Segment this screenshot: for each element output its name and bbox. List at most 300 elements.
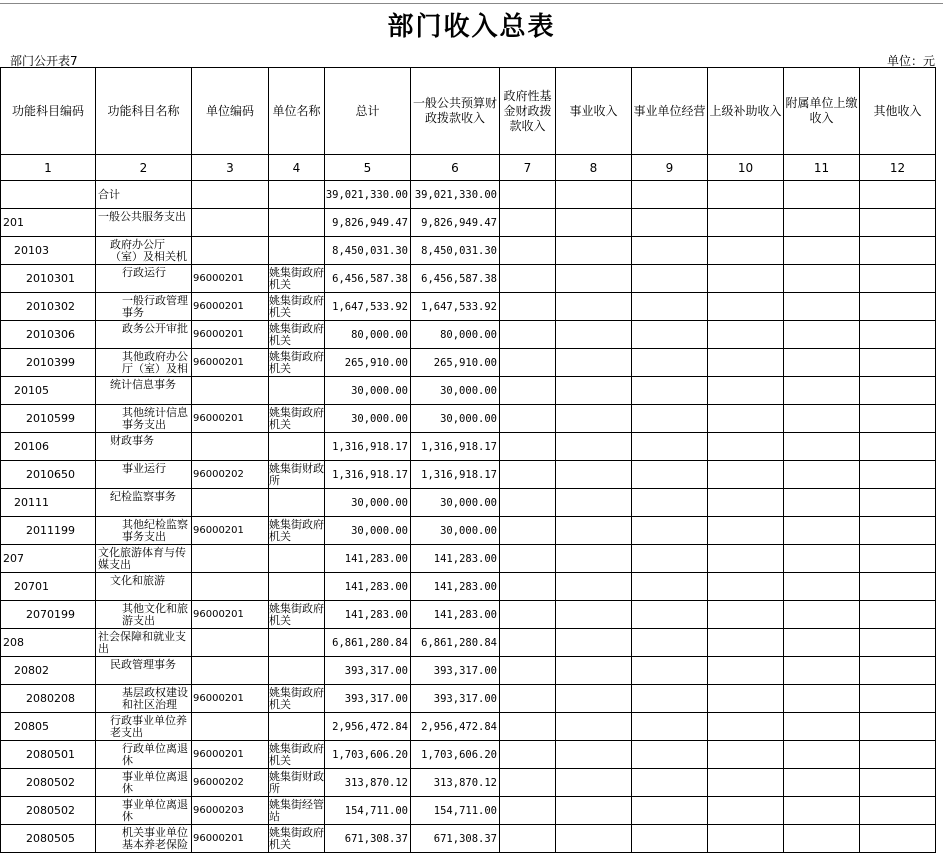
other-income-cell[interactable] — [860, 433, 936, 461]
operation-income-cell[interactable] — [632, 545, 708, 573]
subsidy-cell[interactable] — [708, 769, 784, 797]
function-code-cell[interactable]: 2010599 — [1, 405, 96, 433]
business-income-cell[interactable] — [556, 377, 632, 405]
other-income-cell[interactable] — [860, 265, 936, 293]
unit-name-cell[interactable] — [269, 237, 325, 265]
business-income-cell[interactable] — [556, 601, 632, 629]
subsidy-cell[interactable] — [708, 573, 784, 601]
total-cell[interactable]: 141,283.00 — [325, 573, 411, 601]
unit-code-cell[interactable]: 96000202 — [192, 769, 269, 797]
affiliate-cell[interactable] — [784, 825, 860, 853]
other-income-cell[interactable] — [860, 181, 936, 209]
other-income-cell[interactable] — [860, 349, 936, 377]
function-code-cell[interactable]: 208 — [1, 629, 96, 657]
unit-name-cell[interactable]: 姚集街经管站 — [269, 798, 324, 823]
business-income-cell[interactable] — [556, 265, 632, 293]
total-cell[interactable]: 1,316,918.17 — [325, 433, 411, 461]
affiliate-cell[interactable] — [784, 601, 860, 629]
fund-cell[interactable] — [500, 237, 556, 265]
unit-code-cell[interactable]: 96000202 — [192, 461, 269, 489]
affiliate-cell[interactable] — [784, 181, 860, 209]
general-budget-cell[interactable]: 313,870.12 — [411, 769, 500, 797]
total-cell[interactable]: 393,317.00 — [325, 685, 411, 713]
unit-name-cell[interactable]: 姚集街政府机关 — [269, 518, 324, 543]
general-budget-cell[interactable]: 1,316,918.17 — [411, 461, 500, 489]
unit-name-cell[interactable]: 姚集街政府机关 — [269, 350, 324, 375]
other-income-cell[interactable] — [860, 517, 936, 545]
unit-name-cell[interactable]: 姚集街政府机关 — [269, 742, 324, 767]
unit-code-cell[interactable] — [192, 433, 269, 461]
other-income-cell[interactable] — [860, 825, 936, 853]
function-code-cell[interactable]: 2080501 — [1, 741, 96, 769]
general-budget-cell[interactable]: 1,647,533.92 — [411, 293, 500, 321]
affiliate-cell[interactable] — [784, 517, 860, 545]
business-income-cell[interactable] — [556, 209, 632, 237]
fund-cell[interactable] — [500, 545, 556, 573]
function-code-cell[interactable]: 20701 — [1, 573, 96, 601]
function-code-cell[interactable]: 2080502 — [1, 769, 96, 797]
function-name-cell[interactable]: 事业运行 — [96, 461, 192, 489]
business-income-cell[interactable] — [556, 461, 632, 489]
col-header[interactable]: 单位编码 — [192, 68, 269, 155]
affiliate-cell[interactable] — [784, 769, 860, 797]
affiliate-cell[interactable] — [784, 685, 860, 713]
unit-code-cell[interactable] — [192, 181, 269, 209]
fund-cell[interactable] — [500, 293, 556, 321]
subsidy-cell[interactable] — [708, 741, 784, 769]
unit-code-cell[interactable]: 96000201 — [192, 517, 269, 545]
column-number[interactable]: 4 — [269, 155, 325, 181]
function-code-cell[interactable]: 20105 — [1, 377, 96, 405]
unit-name-cell[interactable]: 姚集街政府机关 — [269, 266, 324, 291]
fund-cell[interactable] — [500, 209, 556, 237]
operation-income-cell[interactable] — [632, 685, 708, 713]
function-code-cell[interactable]: 20106 — [1, 433, 96, 461]
unit-name-cell[interactable]: 姚集街财政所 — [269, 462, 324, 487]
affiliate-cell[interactable] — [784, 657, 860, 685]
column-number[interactable]: 11 — [784, 155, 860, 181]
business-income-cell[interactable] — [556, 293, 632, 321]
function-name-cell[interactable]: 一般公共服务支出 — [96, 209, 192, 237]
general-budget-cell[interactable]: 2,956,472.84 — [411, 713, 500, 741]
operation-income-cell[interactable] — [632, 461, 708, 489]
fund-cell[interactable] — [500, 321, 556, 349]
business-income-cell[interactable] — [556, 237, 632, 265]
unit-code-cell[interactable]: 96000201 — [192, 265, 269, 293]
business-income-cell[interactable] — [556, 517, 632, 545]
affiliate-cell[interactable] — [784, 433, 860, 461]
unit-name-cell[interactable] — [269, 377, 325, 405]
function-code-cell[interactable] — [1, 181, 96, 209]
unit-name-cell[interactable]: 姚集街政府机关 — [269, 322, 324, 347]
affiliate-cell[interactable] — [784, 209, 860, 237]
other-income-cell[interactable] — [860, 545, 936, 573]
operation-income-cell[interactable] — [632, 377, 708, 405]
column-number[interactable]: 2 — [96, 155, 192, 181]
business-income-cell[interactable] — [556, 545, 632, 573]
total-cell[interactable]: 313,870.12 — [325, 769, 411, 797]
operation-income-cell[interactable] — [632, 769, 708, 797]
unit-code-cell[interactable] — [192, 377, 269, 405]
general-budget-cell[interactable]: 393,317.00 — [411, 657, 500, 685]
function-code-cell[interactable]: 2080505 — [1, 825, 96, 853]
subsidy-cell[interactable] — [708, 629, 784, 657]
general-budget-cell[interactable]: 393,317.00 — [411, 685, 500, 713]
unit-code-cell[interactable] — [192, 237, 269, 265]
function-code-cell[interactable]: 20111 — [1, 489, 96, 517]
subsidy-cell[interactable] — [708, 517, 784, 545]
fund-cell[interactable] — [500, 517, 556, 545]
operation-income-cell[interactable] — [632, 741, 708, 769]
other-income-cell[interactable] — [860, 769, 936, 797]
other-income-cell[interactable] — [860, 461, 936, 489]
function-name-cell[interactable]: 其他文化和旅游支出 — [96, 601, 192, 629]
operation-income-cell[interactable] — [632, 825, 708, 853]
subsidy-cell[interactable] — [708, 489, 784, 517]
operation-income-cell[interactable] — [632, 181, 708, 209]
function-code-cell[interactable]: 2011199 — [1, 517, 96, 545]
affiliate-cell[interactable] — [784, 321, 860, 349]
total-cell[interactable]: 6,456,587.38 — [325, 265, 411, 293]
fund-cell[interactable] — [500, 769, 556, 797]
other-income-cell[interactable] — [860, 797, 936, 825]
affiliate-cell[interactable] — [784, 461, 860, 489]
total-cell[interactable]: 30,000.00 — [325, 377, 411, 405]
business-income-cell[interactable] — [556, 657, 632, 685]
unit-name-cell[interactable]: 姚集街政府机关 — [269, 826, 324, 851]
column-number[interactable]: 1 — [1, 155, 96, 181]
affiliate-cell[interactable] — [784, 797, 860, 825]
function-name-cell[interactable]: 行政单位离退休 — [96, 741, 192, 769]
unit-code-cell[interactable]: 96000201 — [192, 293, 269, 321]
unit-code-cell[interactable]: 96000201 — [192, 405, 269, 433]
function-name-cell[interactable]: 社会保障和就业支出 — [96, 629, 192, 657]
subsidy-cell[interactable] — [708, 713, 784, 741]
operation-income-cell[interactable] — [632, 489, 708, 517]
fund-cell[interactable] — [500, 797, 556, 825]
subsidy-cell[interactable] — [708, 685, 784, 713]
col-header[interactable]: 事业收入 — [556, 68, 632, 155]
total-cell[interactable]: 671,308.37 — [325, 825, 411, 853]
other-income-cell[interactable] — [860, 209, 936, 237]
general-budget-cell[interactable]: 141,283.00 — [411, 601, 500, 629]
unit-code-cell[interactable] — [192, 657, 269, 685]
subsidy-cell[interactable] — [708, 265, 784, 293]
unit-name-cell[interactable]: 姚集街政府机关 — [269, 294, 324, 319]
general-budget-cell[interactable]: 1,316,918.17 — [411, 433, 500, 461]
subsidy-cell[interactable] — [708, 377, 784, 405]
function-name-cell[interactable]: 行政运行 — [96, 265, 192, 293]
function-name-cell[interactable]: 财政事务 — [96, 433, 192, 461]
subsidy-cell[interactable] — [708, 433, 784, 461]
subsidy-cell[interactable] — [708, 237, 784, 265]
function-name-cell[interactable]: 民政管理事务 — [96, 657, 192, 685]
operation-income-cell[interactable] — [632, 405, 708, 433]
subsidy-cell[interactable] — [708, 293, 784, 321]
fund-cell[interactable] — [500, 349, 556, 377]
unit-code-cell[interactable]: 96000201 — [192, 321, 269, 349]
col-header[interactable]: 功能科目名称 — [96, 68, 192, 155]
unit-code-cell[interactable]: 96000201 — [192, 349, 269, 377]
function-name-cell[interactable]: 事业单位离退休 — [96, 797, 192, 825]
operation-income-cell[interactable] — [632, 657, 708, 685]
business-income-cell[interactable] — [556, 713, 632, 741]
subsidy-cell[interactable] — [708, 181, 784, 209]
total-cell[interactable]: 141,283.00 — [325, 601, 411, 629]
function-name-cell[interactable]: 其他统计信息事务支出 — [96, 405, 192, 433]
total-cell[interactable]: 265,910.00 — [325, 349, 411, 377]
function-code-cell[interactable]: 2010650 — [1, 461, 96, 489]
unit-name-cell[interactable]: 姚集街政府机关 — [269, 602, 324, 627]
subsidy-cell[interactable] — [708, 601, 784, 629]
affiliate-cell[interactable] — [784, 545, 860, 573]
unit-name-cell[interactable] — [269, 489, 325, 517]
total-cell[interactable]: 30,000.00 — [325, 517, 411, 545]
total-cell[interactable]: 393,317.00 — [325, 657, 411, 685]
function-code-cell[interactable]: 20103 — [1, 237, 96, 265]
general-budget-cell[interactable]: 30,000.00 — [411, 377, 500, 405]
fund-cell[interactable] — [500, 461, 556, 489]
fund-cell[interactable] — [500, 657, 556, 685]
unit-name-cell[interactable]: 姚集街政府机关 — [269, 406, 324, 431]
operation-income-cell[interactable] — [632, 601, 708, 629]
fund-cell[interactable] — [500, 573, 556, 601]
general-budget-cell[interactable]: 39,021,330.00 — [411, 181, 500, 209]
function-code-cell[interactable]: 2070199 — [1, 601, 96, 629]
function-code-cell[interactable]: 201 — [1, 209, 96, 237]
col-header[interactable]: 单位名称 — [269, 68, 325, 155]
unit-name-cell[interactable] — [269, 209, 325, 237]
column-number[interactable]: 6 — [411, 155, 500, 181]
affiliate-cell[interactable] — [784, 713, 860, 741]
business-income-cell[interactable] — [556, 181, 632, 209]
function-name-cell[interactable]: 机关事业单位基本养老保险 — [96, 825, 192, 853]
unit-code-cell[interactable]: 96000201 — [192, 601, 269, 629]
fund-cell[interactable] — [500, 713, 556, 741]
subsidy-cell[interactable] — [708, 321, 784, 349]
function-name-cell[interactable]: 其他纪检监察事务支出 — [96, 517, 192, 545]
subsidy-cell[interactable] — [708, 209, 784, 237]
fund-cell[interactable] — [500, 685, 556, 713]
other-income-cell[interactable] — [860, 405, 936, 433]
operation-income-cell[interactable] — [632, 349, 708, 377]
general-budget-cell[interactable]: 30,000.00 — [411, 489, 500, 517]
subsidy-cell[interactable] — [708, 825, 784, 853]
function-name-cell[interactable]: 政务公开审批 — [96, 321, 192, 349]
col-header[interactable]: 功能科目编码 — [1, 68, 96, 155]
operation-income-cell[interactable] — [632, 293, 708, 321]
unit-name-cell[interactable] — [269, 657, 325, 685]
other-income-cell[interactable] — [860, 293, 936, 321]
operation-income-cell[interactable] — [632, 433, 708, 461]
other-income-cell[interactable] — [860, 685, 936, 713]
unit-code-cell[interactable] — [192, 573, 269, 601]
affiliate-cell[interactable] — [784, 349, 860, 377]
business-income-cell[interactable] — [556, 489, 632, 517]
operation-income-cell[interactable] — [632, 797, 708, 825]
general-budget-cell[interactable]: 1,703,606.20 — [411, 741, 500, 769]
general-budget-cell[interactable]: 80,000.00 — [411, 321, 500, 349]
function-name-cell[interactable]: 文化旅游体育与传媒支出 — [96, 545, 192, 573]
general-budget-cell[interactable]: 141,283.00 — [411, 573, 500, 601]
fund-cell[interactable] — [500, 181, 556, 209]
business-income-cell[interactable] — [556, 741, 632, 769]
unit-name-cell[interactable] — [269, 629, 325, 657]
col-header[interactable]: 事业单位经营 — [632, 68, 708, 155]
general-budget-cell[interactable]: 141,283.00 — [411, 545, 500, 573]
subsidy-cell[interactable] — [708, 405, 784, 433]
unit-code-cell[interactable]: 96000201 — [192, 741, 269, 769]
fund-cell[interactable] — [500, 601, 556, 629]
other-income-cell[interactable] — [860, 657, 936, 685]
general-budget-cell[interactable]: 9,826,949.47 — [411, 209, 500, 237]
subsidy-cell[interactable] — [708, 657, 784, 685]
unit-name-cell[interactable] — [269, 433, 325, 461]
column-number[interactable]: 8 — [556, 155, 632, 181]
total-cell[interactable]: 30,000.00 — [325, 405, 411, 433]
function-name-cell[interactable]: 一般行政管理事务 — [96, 293, 192, 321]
unit-code-cell[interactable] — [192, 545, 269, 573]
function-code-cell[interactable]: 2080502 — [1, 797, 96, 825]
affiliate-cell[interactable] — [784, 293, 860, 321]
unit-code-cell[interactable]: 96000203 — [192, 797, 269, 825]
general-budget-cell[interactable]: 6,861,280.84 — [411, 629, 500, 657]
other-income-cell[interactable] — [860, 489, 936, 517]
general-budget-cell[interactable]: 265,910.00 — [411, 349, 500, 377]
function-code-cell[interactable]: 2010301 — [1, 265, 96, 293]
affiliate-cell[interactable] — [784, 741, 860, 769]
function-code-cell[interactable]: 20805 — [1, 713, 96, 741]
col-header[interactable]: 总计 — [325, 68, 411, 155]
col-header[interactable]: 上级补助收入 — [708, 68, 784, 155]
other-income-cell[interactable] — [860, 237, 936, 265]
general-budget-cell[interactable]: 30,000.00 — [411, 517, 500, 545]
general-budget-cell[interactable]: 8,450,031.30 — [411, 237, 500, 265]
affiliate-cell[interactable] — [784, 629, 860, 657]
affiliate-cell[interactable] — [784, 405, 860, 433]
unit-name-cell[interactable]: 姚集街政府机关 — [269, 686, 324, 711]
other-income-cell[interactable] — [860, 573, 936, 601]
business-income-cell[interactable] — [556, 685, 632, 713]
total-cell[interactable]: 1,647,533.92 — [325, 293, 411, 321]
unit-code-cell[interactable] — [192, 489, 269, 517]
column-number[interactable]: 10 — [708, 155, 784, 181]
total-cell[interactable]: 8,450,031.30 — [325, 237, 411, 265]
affiliate-cell[interactable] — [784, 377, 860, 405]
unit-code-cell[interactable]: 96000201 — [192, 685, 269, 713]
business-income-cell[interactable] — [556, 769, 632, 797]
total-cell[interactable]: 6,861,280.84 — [325, 629, 411, 657]
function-code-cell[interactable]: 2080208 — [1, 685, 96, 713]
subsidy-cell[interactable] — [708, 545, 784, 573]
function-code-cell[interactable]: 2010306 — [1, 321, 96, 349]
total-cell[interactable]: 2,956,472.84 — [325, 713, 411, 741]
function-name-cell[interactable]: 政府办公厅（室）及相关机 — [96, 237, 192, 265]
other-income-cell[interactable] — [860, 741, 936, 769]
total-cell[interactable]: 30,000.00 — [325, 489, 411, 517]
business-income-cell[interactable] — [556, 629, 632, 657]
general-budget-cell[interactable]: 154,711.00 — [411, 797, 500, 825]
function-name-cell[interactable]: 统计信息事务 — [96, 377, 192, 405]
total-cell[interactable]: 9,826,949.47 — [325, 209, 411, 237]
total-cell[interactable]: 1,316,918.17 — [325, 461, 411, 489]
column-number[interactable]: 9 — [632, 155, 708, 181]
operation-income-cell[interactable] — [632, 629, 708, 657]
business-income-cell[interactable] — [556, 573, 632, 601]
col-header[interactable]: 附属单位上缴收入 — [784, 68, 860, 155]
fund-cell[interactable] — [500, 265, 556, 293]
total-cell[interactable]: 80,000.00 — [325, 321, 411, 349]
operation-income-cell[interactable] — [632, 713, 708, 741]
subsidy-cell[interactable] — [708, 461, 784, 489]
function-name-cell[interactable]: 合计 — [96, 181, 192, 209]
column-number[interactable]: 7 — [500, 155, 556, 181]
other-income-cell[interactable] — [860, 713, 936, 741]
unit-code-cell[interactable] — [192, 209, 269, 237]
other-income-cell[interactable] — [860, 629, 936, 657]
function-code-cell[interactable]: 20802 — [1, 657, 96, 685]
unit-name-cell[interactable] — [269, 181, 325, 209]
function-name-cell[interactable]: 纪检监察事务 — [96, 489, 192, 517]
business-income-cell[interactable] — [556, 797, 632, 825]
unit-code-cell[interactable]: 96000201 — [192, 825, 269, 853]
general-budget-cell[interactable]: 6,456,587.38 — [411, 265, 500, 293]
column-number[interactable]: 3 — [192, 155, 269, 181]
unit-name-cell[interactable]: 姚集街财政所 — [269, 770, 324, 795]
operation-income-cell[interactable] — [632, 237, 708, 265]
subsidy-cell[interactable] — [708, 797, 784, 825]
unit-code-cell[interactable] — [192, 713, 269, 741]
function-code-cell[interactable]: 2010302 — [1, 293, 96, 321]
business-income-cell[interactable] — [556, 349, 632, 377]
col-header[interactable]: 其他收入 — [860, 68, 936, 155]
general-budget-cell[interactable]: 30,000.00 — [411, 405, 500, 433]
affiliate-cell[interactable] — [784, 237, 860, 265]
fund-cell[interactable] — [500, 741, 556, 769]
business-income-cell[interactable] — [556, 405, 632, 433]
operation-income-cell[interactable] — [632, 517, 708, 545]
operation-income-cell[interactable] — [632, 265, 708, 293]
unit-name-cell[interactable] — [269, 573, 325, 601]
function-name-cell[interactable]: 行政事业单位养老支出 — [96, 713, 192, 741]
operation-income-cell[interactable] — [632, 573, 708, 601]
function-code-cell[interactable]: 2010399 — [1, 349, 96, 377]
affiliate-cell[interactable] — [784, 573, 860, 601]
total-cell[interactable]: 154,711.00 — [325, 797, 411, 825]
function-name-cell[interactable]: 其他政府办公厅（室）及相 — [96, 349, 192, 377]
total-cell[interactable]: 141,283.00 — [325, 545, 411, 573]
column-number[interactable]: 12 — [860, 155, 936, 181]
fund-cell[interactable] — [500, 405, 556, 433]
general-budget-cell[interactable]: 671,308.37 — [411, 825, 500, 853]
subsidy-cell[interactable] — [708, 349, 784, 377]
col-header[interactable]: 一般公共预算财政拨款收入 — [411, 68, 500, 155]
business-income-cell[interactable] — [556, 433, 632, 461]
function-code-cell[interactable]: 207 — [1, 545, 96, 573]
other-income-cell[interactable] — [860, 601, 936, 629]
business-income-cell[interactable] — [556, 825, 632, 853]
affiliate-cell[interactable] — [784, 489, 860, 517]
fund-cell[interactable] — [500, 825, 556, 853]
fund-cell[interactable] — [500, 433, 556, 461]
function-name-cell[interactable]: 文化和旅游 — [96, 573, 192, 601]
affiliate-cell[interactable] — [784, 265, 860, 293]
unit-name-cell[interactable] — [269, 545, 325, 573]
operation-income-cell[interactable] — [632, 321, 708, 349]
total-cell[interactable]: 1,703,606.20 — [325, 741, 411, 769]
total-cell[interactable]: 39,021,330.00 — [325, 181, 411, 209]
col-header[interactable]: 政府性基金财政拨款收入 — [500, 68, 556, 155]
